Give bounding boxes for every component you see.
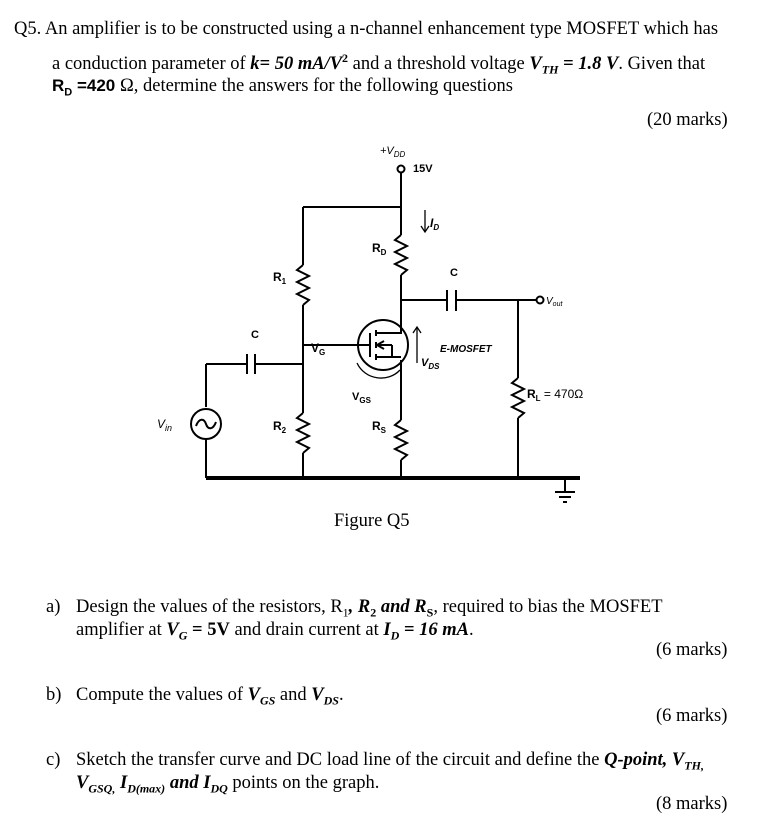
rs-resistor bbox=[395, 420, 407, 460]
vdd-value: 15V bbox=[413, 163, 433, 175]
rs-label: $R_S$ bbox=[372, 419, 387, 435]
vout-label: $V_{out}$ bbox=[546, 296, 563, 308]
c-in-label: C bbox=[251, 329, 259, 341]
vout-terminal bbox=[537, 297, 544, 304]
part-c-line-2: $V_{GSQ,}$ $I_{D(max)}$ and $I_{DQ}$ points on the graph. bbox=[76, 773, 380, 796]
r2-label: $R_2$ bbox=[273, 419, 287, 435]
vth-value: = 1.8 V bbox=[558, 54, 619, 75]
k-value: k= 50 mA/V bbox=[250, 54, 343, 75]
vg-label: $V_G$ bbox=[311, 341, 326, 357]
part-c-marks: (8 marks) bbox=[656, 794, 728, 814]
part-a-label: a) bbox=[46, 597, 61, 617]
rl-resistor bbox=[512, 378, 524, 418]
id-label: $I_D$ bbox=[430, 216, 440, 232]
part-a-line-1: a) Design the values of the resistors, $R_1$, $R_2$ and $R_S$, required to bias the MOSFET bbox=[46, 597, 663, 620]
part-b-marks: (6 marks) bbox=[656, 706, 728, 726]
mosfet-label: E-MOSFET bbox=[440, 344, 492, 355]
r1-resistor bbox=[297, 265, 309, 305]
vdd-terminal bbox=[398, 166, 405, 173]
part-a-marks: (6 marks) bbox=[656, 640, 728, 660]
rd-resistor bbox=[395, 235, 407, 275]
c-out-label: C bbox=[450, 267, 458, 279]
part-c-line-1: c) Sketch the transfer curve and DC load line of the circuit and define the Q-point, $V_{TH,}$ bbox=[46, 750, 704, 773]
vds-label: $V_{DS}$ bbox=[421, 357, 440, 371]
question-line-2: a conduction parameter of k= 50 $mA/V^2$ and a threshold voltage $V_{TH} = 1.8$ V. Given that bbox=[52, 51, 706, 77]
question-text-1: An amplifier is to be constructed using a n-channel enhancement type MOSFET which has bbox=[44, 19, 719, 39]
part-b-label: b) bbox=[46, 685, 62, 705]
rd-label: $R_D$ bbox=[372, 241, 387, 257]
question-marks: (20 marks) bbox=[647, 110, 728, 130]
vdd-label: $+V_{DD}$ bbox=[380, 145, 406, 159]
figure-caption: Figure Q5 bbox=[334, 511, 410, 531]
r1-label: $R_1$ bbox=[273, 270, 287, 286]
question-line-3: $R_D =420$ Ω, determine the answers for the following questions bbox=[52, 76, 513, 99]
r2-resistor bbox=[297, 413, 309, 453]
rl-label: $R_L = 470\Omega$ bbox=[527, 387, 584, 403]
vgs-label: $V_{GS}$ bbox=[352, 391, 371, 405]
part-c-label: c) bbox=[46, 750, 61, 770]
part-a-line-2: amplifier at $V_G = 5V$ and drain current at $I_D = 16$ mA. bbox=[76, 620, 474, 643]
vin-label: $V_{in}$ bbox=[157, 417, 173, 433]
rd-value: =420 bbox=[72, 76, 120, 95]
part-b-line: b) Compute the values of $V_{GS}$ and $V_{DS}$. bbox=[46, 685, 344, 708]
question-number: Q5. bbox=[14, 19, 42, 39]
